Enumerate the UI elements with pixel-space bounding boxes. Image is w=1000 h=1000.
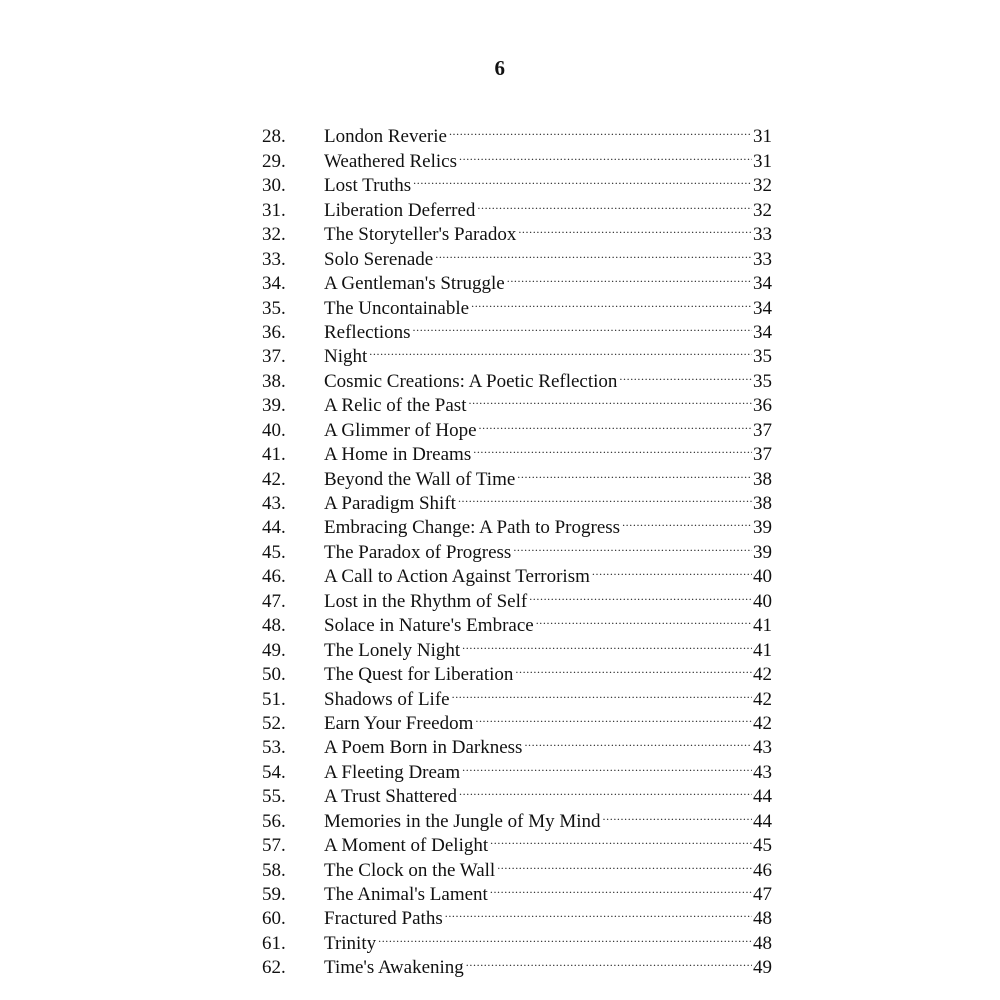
dot-leader	[513, 533, 752, 557]
toc-entry-number: 41.	[262, 444, 286, 466]
toc-entry-title: A Glimmer of Hope	[324, 419, 477, 441]
toc-entry-number: 43.	[262, 493, 286, 514]
toc-entry-page: 41	[753, 639, 772, 661]
toc-entry-number: 34.	[262, 273, 286, 295]
dot-leader	[435, 240, 752, 264]
dot-leader	[490, 876, 752, 900]
toc-entry-title: Liberation Deferred	[324, 199, 476, 221]
dot-leader	[445, 900, 752, 924]
dot-leader	[603, 802, 752, 826]
toc-entry-title: Lost Truths	[324, 175, 412, 197]
toc-entry-number: 55.	[262, 786, 286, 808]
dot-leader	[592, 558, 752, 582]
toc-entry-page: 44	[753, 786, 772, 808]
toc-entry-number: 58.	[262, 859, 286, 881]
toc-entry-number: 51.	[262, 688, 286, 710]
toc-entry-number: 38.	[262, 370, 286, 392]
dot-leader	[449, 118, 752, 142]
toc-entry-page: 49	[753, 957, 772, 979]
toc-entry-title: Night	[324, 346, 368, 368]
toc-entry-page: 37	[753, 444, 772, 466]
toc-entry-title: A Gentleman's Struggle	[324, 273, 505, 295]
toc-entry-title: Embracing Change: A Path to Progress	[324, 517, 621, 539]
toc-entry-number: 50.	[262, 664, 286, 686]
dot-leader	[459, 778, 752, 802]
toc-entry-title: Earn Your Freedom	[324, 712, 474, 734]
dot-leader	[468, 387, 752, 411]
toc-entry-number: 53.	[262, 737, 286, 759]
toc-entry-page: 34	[753, 297, 772, 319]
toc-entry-page: 40	[753, 566, 772, 588]
toc-entry-number: 29.	[262, 150, 286, 172]
toc-entry-number: 46.	[262, 566, 286, 588]
toc-entry-number: 48.	[262, 615, 286, 637]
table-of-contents	[262, 118, 772, 979]
dot-leader	[459, 142, 752, 166]
toc-entry-page: 35	[753, 346, 772, 368]
toc-entry-number: 28.	[262, 126, 286, 148]
toc-entry-number: 30.	[262, 175, 286, 197]
dot-leader	[515, 656, 752, 680]
dot-leader	[413, 167, 752, 191]
dot-leader	[524, 729, 752, 753]
toc-entry-number: 60.	[262, 908, 286, 930]
toc-entry-number: 49.	[262, 639, 286, 661]
dot-leader	[452, 680, 752, 704]
toc-entry-page: 34	[753, 273, 772, 295]
toc-entry-number: 31.	[262, 199, 286, 221]
toc-entry-title: Beyond the Wall of Time	[324, 468, 516, 490]
toc-entry-page: 32	[753, 199, 772, 221]
toc-entry-page: 44	[753, 810, 772, 832]
toc-entry-title: Fractured Paths	[324, 908, 443, 930]
dot-leader	[462, 631, 752, 655]
toc-entry-title: Lost in the Rhythm of Self	[324, 590, 528, 612]
dot-leader	[622, 509, 752, 533]
dot-leader	[378, 924, 752, 948]
toc-entry-page: 34	[753, 321, 772, 343]
dot-leader	[490, 827, 752, 851]
toc-entry-title: The Clock on the Wall	[324, 859, 496, 881]
toc-entry-title: A Moment of Delight	[324, 835, 489, 857]
toc-entry-number: 57.	[262, 835, 286, 857]
toc-entry-title: The Lonely Night	[324, 639, 461, 661]
toc-entry-page: 39	[753, 541, 772, 563]
toc-entry-page: 31	[753, 150, 772, 172]
toc-entry-page: 48	[753, 908, 772, 930]
toc-entry-number: 36.	[262, 321, 286, 343]
toc-entry-page: 38	[753, 468, 772, 490]
toc-entry-title: Time's Awakening	[324, 957, 464, 979]
toc-entry-title: Weathered Relics	[324, 150, 457, 172]
toc-entry-title: A Home in Dreams	[324, 444, 472, 466]
toc-entry-number: 35.	[262, 297, 286, 319]
toc-entry-number: 47.	[262, 590, 286, 612]
toc-entry-page: 36	[753, 395, 772, 417]
toc-entry-number: 42.	[262, 468, 286, 490]
toc-entry-page: 40	[753, 590, 772, 612]
toc-entry-title: Memories in the Jungle of My Mind	[324, 810, 601, 832]
page-number: 6	[494, 56, 506, 80]
toc-entry-title: Cosmic Creations: A Poetic Reflection	[324, 370, 618, 392]
toc-entry-page: 37	[753, 419, 772, 441]
toc-entry-title: The Uncontainable	[324, 297, 470, 319]
dot-leader	[458, 485, 752, 509]
toc-entry-page: 35	[753, 370, 772, 392]
toc-entry-page: 33	[753, 248, 772, 270]
toc-entry-number: 40.	[262, 419, 286, 441]
toc-entry-page: 31	[753, 126, 772, 148]
toc-entry-page: 48	[753, 932, 772, 954]
toc-entry-number: 39.	[262, 395, 286, 417]
toc-entry-page: 42	[753, 664, 772, 686]
dot-leader	[369, 338, 752, 362]
toc-entry-number: 56.	[262, 810, 286, 832]
dot-leader	[413, 314, 752, 338]
toc-entry-number: 52.	[262, 712, 286, 734]
toc-entry-page: 45	[753, 835, 772, 857]
toc-entry-title: The Quest for Liberation	[324, 664, 514, 686]
dot-leader	[518, 216, 752, 240]
toc-entry-title: A Poem Born in Darkness	[324, 737, 523, 759]
dot-leader	[497, 851, 752, 875]
dot-leader	[462, 753, 752, 777]
dot-leader	[507, 265, 752, 289]
dot-leader	[479, 411, 752, 435]
toc-entry-page: 43	[753, 737, 772, 759]
toc-entry-title: A Call to Action Against Terrorism	[324, 566, 590, 588]
toc-entry-number: 45.	[262, 541, 286, 563]
toc-entry-page: 43	[753, 761, 772, 783]
toc-entry-number: 54.	[262, 761, 286, 783]
toc-entry-page: 39	[753, 517, 772, 539]
toc-entry-title: Solo Serenade	[324, 248, 434, 270]
dot-leader	[529, 582, 752, 606]
dot-leader	[517, 460, 752, 484]
toc-entry-page: 41	[753, 615, 772, 637]
toc-entry-number: 61.	[262, 932, 286, 954]
toc-entry-page: 47	[753, 884, 772, 905]
toc-entry-number: 59.	[262, 884, 286, 905]
dot-leader	[477, 191, 752, 215]
toc-entry-title: Reflections	[324, 321, 411, 343]
toc-entry-title: The Storyteller's Paradox	[324, 224, 517, 246]
toc-entry-title: The Animal's Lament	[324, 884, 488, 905]
toc-entry-number: 32.	[262, 224, 286, 246]
toc-entry-page: 33	[753, 224, 772, 246]
dot-leader	[536, 607, 752, 631]
toc-entry-page: 32	[753, 175, 772, 197]
toc-entry-title: Trinity	[324, 932, 377, 954]
toc-entry-page: 38	[753, 493, 772, 514]
toc-entry-title: A Fleeting Dream	[324, 761, 461, 783]
toc-entry-number: 37.	[262, 346, 286, 368]
toc-entry-page: 42	[753, 712, 772, 734]
toc-entry	[262, 118, 772, 148]
toc-entry-title: Shadows of Life	[324, 688, 450, 710]
toc-entry-page: 42	[753, 688, 772, 710]
toc-entry-title: A Relic of the Past	[324, 395, 467, 417]
dot-leader	[471, 289, 752, 313]
dot-leader	[466, 949, 752, 973]
toc-entry-title: Solace in Nature's Embrace	[324, 615, 534, 637]
dot-leader	[473, 436, 752, 460]
toc-entry-number: 33.	[262, 248, 286, 270]
toc-entry-title: The Paradox of Progress	[324, 541, 512, 563]
toc-entry-title: A Paradigm Shift	[324, 493, 456, 514]
toc-entry-title: A Trust Shattered	[324, 786, 458, 808]
toc-entry-title: London Reverie	[324, 126, 447, 148]
toc-entry-page: 46	[753, 859, 772, 881]
toc-entry-number: 44.	[262, 517, 286, 539]
dot-leader	[619, 362, 752, 386]
toc-entry-number: 62.	[262, 957, 286, 979]
dot-leader	[475, 705, 752, 729]
